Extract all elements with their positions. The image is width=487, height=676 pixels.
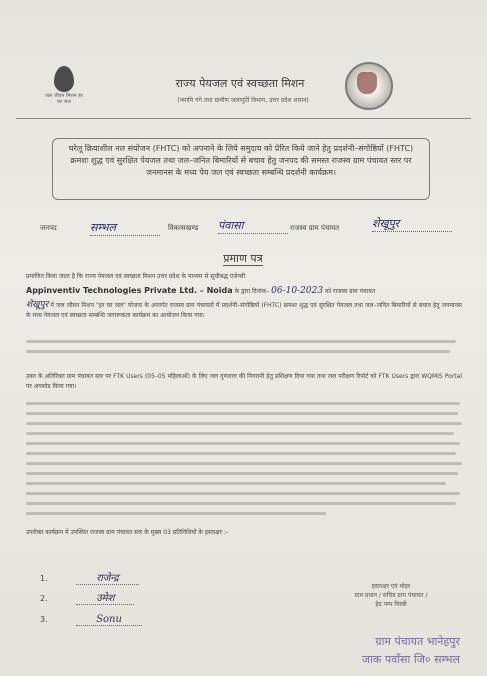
blur-line bbox=[26, 492, 460, 495]
up-government-emblem bbox=[345, 62, 393, 110]
paragraph-main: शेखूपुर में जल जीवन मिशन "हर घर जल" योजना के अन्तर्गत राजस्व ग्राम पंचायतों में प्रदर्शनी–संगोष्ठियों (FHTC) क्रमशः शुद्ध एवं सुरक्षित पेयजल तथा जल–जनित बिमारियों से बचाव हेतु जनमानस के मध्य पेयजल एवं स्वच्छता सम्बन्धि जागरूकता कार्यक्रम का आयोजन किया गया। bbox=[26, 300, 462, 319]
blur-line bbox=[26, 432, 454, 435]
logo-caption: जल जीवन मिशन हर घर जल bbox=[45, 93, 83, 105]
blur-line bbox=[26, 442, 460, 445]
blur-line bbox=[26, 422, 462, 425]
jal-jeevan-mission-logo bbox=[42, 62, 86, 106]
block-label: विकासखण्ड bbox=[168, 224, 199, 232]
district-value: सम्भल bbox=[90, 220, 160, 236]
gp-stamp-line-1: ग्राम पंचायत भानेहपुर bbox=[375, 635, 460, 648]
blur-line bbox=[26, 402, 460, 405]
signature-1: राजेन्द्र bbox=[76, 573, 139, 585]
signature-3: Sonu bbox=[76, 614, 142, 626]
blur-line bbox=[26, 340, 456, 343]
header-divider bbox=[16, 118, 471, 119]
blur-line bbox=[26, 412, 458, 415]
signature-2: उमेश bbox=[76, 593, 134, 605]
blur-line bbox=[26, 452, 456, 455]
blur-line bbox=[26, 462, 462, 465]
signature-row-3: 3. Sonu bbox=[40, 614, 142, 625]
emblem-seal-icon bbox=[357, 72, 377, 94]
gp-name-repeat: शेखूपुर bbox=[26, 300, 49, 310]
agency-name: Appinventiv Technologies Private Ltd. – Noida bbox=[26, 286, 233, 295]
mission-subtitle: (नमामि गंगे तथा ग्रामीण जलापूर्ति विभाग, उत्तर प्रदेश शासन) bbox=[177, 97, 309, 104]
signer-block: हस्ताक्षर एवं मोहर ग्राम प्रधान / सचिव ग्राम पंचायत / हेड पम्प मिस्त्री bbox=[354, 583, 428, 608]
blur-line bbox=[26, 482, 446, 485]
subject-box: घरेलू क्रियाशील नल संयोजन (FHTC) को अपनाने के लिये समुदाय को प्रेरित किये जाने हेतु प्रदर्शनी–संगोष्ठियों (FHTC) क्रमशः शुद्ध एवं सुरक्षित पेयजल तथा जल–जनित बिमारियों से बचाव हेतु जनपद की समस्त राजस्व ग्राम पंचायत स्तर पर जनमानस के मध्य पेय जल एवं स्वच्छता सम्बन्धि प्रदर्शनी कार्यक्रम। bbox=[52, 138, 430, 200]
mission-title: राज्य पेयजल एवं स्वच्छता मिशन bbox=[175, 77, 305, 90]
block-value: पंवासा bbox=[218, 218, 288, 234]
signature-row-1: 1. राजेन्द्र bbox=[40, 570, 139, 584]
water-drop-icon bbox=[54, 66, 74, 92]
event-date: 06-10-2023 bbox=[271, 286, 324, 296]
district-label: जनपद bbox=[40, 224, 57, 232]
certificate-title: प्रमाण पत्र bbox=[223, 252, 263, 265]
gp-stamp-line-2: जाक पवाँसा जि० सम्भल bbox=[361, 653, 460, 666]
blur-line bbox=[26, 350, 450, 353]
blur-line bbox=[26, 502, 456, 505]
blur-line bbox=[26, 512, 326, 515]
signatures-heading: उपरोक्त कार्यक्रम में उपस्थित राजस्व ग्राम पंचायत स्तर के मुख्य 03 प्रतिनिधियों के हस्ताक्षर :- bbox=[26, 529, 229, 536]
signature-row-2: 2. उमेश bbox=[40, 590, 134, 604]
paragraph-intro: प्रमाणित किया जाता है कि राज्य पेयजल एवं स्वच्छता मिशन उत्तर प्रदेश के माध्यम से सूचीबद्ध एजेन्सी bbox=[26, 273, 246, 280]
paragraph-ftk: उक्त के अतिरिक्त ग्राम पंचायत स्तर पर FTK Users (05–05 महिलाओं) के लिए जल गुणवत्ता की निगरानी हेतु प्रशिक्षण दिया गया तथा जल परीक्षण रिपोर्ट को FTK Users द्वारा WQMIS Portal पर अपलोड किया गया। bbox=[26, 373, 462, 390]
gp-value: शेखूपुर bbox=[372, 216, 452, 232]
gp-label: राजस्व ग्राम पंचायत bbox=[290, 224, 340, 232]
paragraph-company: Appinventiv Technologies Private Ltd. – Noida के द्वारा दिनांक– 06-10-2023 को राजस्व ग्राम पंचायत bbox=[26, 286, 376, 296]
blur-line bbox=[26, 472, 458, 475]
